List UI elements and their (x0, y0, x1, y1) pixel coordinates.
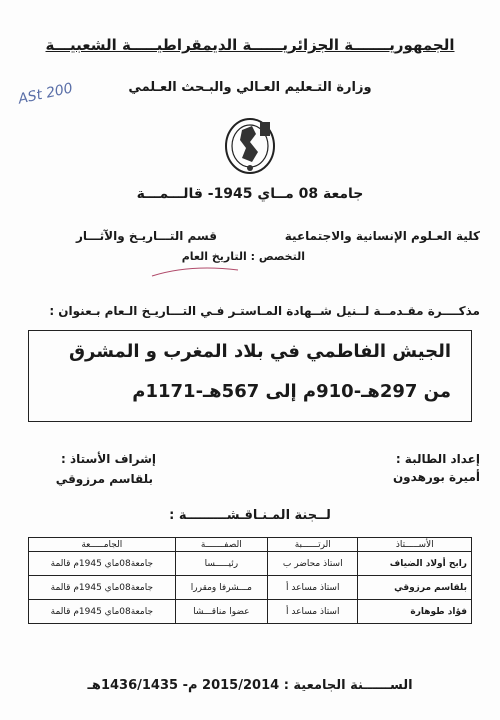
student-name: أميرة بورهدون (392, 470, 480, 484)
pen-stroke-mark (150, 262, 240, 280)
member-role: رئيـــــسا (175, 552, 267, 576)
supervision-label: إشراف الأستاذ : (61, 452, 156, 466)
member-rank: استاذ مساعد أ (268, 576, 358, 600)
academic-year: الســــــنة الجامعية : 2015/2014 م- 1436/1435هـ (87, 678, 413, 693)
faculty-name: كلية العـلوم الإنسانية والاجتماعية (284, 229, 480, 243)
memo-statement: مذكــــرة مقـدمــة لــنيل شــهادة المـاستـر فـي التـــاريـخ الـعام بـعنوان : (49, 304, 480, 318)
specialization: التخصص : التاريخ العام (181, 250, 305, 263)
thesis-title-line2: من 297هـ-910م إلى 567هـ-1171م (132, 381, 451, 402)
member-university: جامعة08ماي 1945م قالمة (29, 552, 176, 576)
committee-title: لــجنة المـنـاقـشـــــــــة : (169, 508, 331, 523)
member-name: بلقاسم مرزوقي (358, 576, 472, 600)
table-row (29, 600, 472, 624)
department-name: قسم التـــاريـخ والآثـــار (75, 229, 217, 243)
thesis-title-line1: الجيش الفاطمي في بلاد المغرب و المشرق (68, 341, 451, 362)
member-university: جامعة08ماي 1945م قالمة (29, 600, 176, 624)
column-header: الجامـــــعة (29, 538, 176, 552)
member-rank: استاذ محاضر ب (268, 552, 358, 576)
supervisor-name: بلقاسم مرزوقي (55, 472, 153, 486)
ministry-name: وزارة التـعليم العـالي والبـحث العـلمي (128, 80, 372, 95)
university-logo-icon (222, 112, 278, 176)
member-rank: استاذ مساعد أ (268, 600, 358, 624)
member-role: عضوا مناقـــشا (175, 600, 267, 624)
handwritten-note: ASt 200 (16, 80, 75, 108)
member-role: مـــشرفا ومقررا (175, 576, 267, 600)
member-university: جامعة08ماي 1945م قالمة (29, 576, 176, 600)
prepared-by-label: إعداد الطالبة : (395, 452, 480, 466)
member-name: فؤاد طوهارة (358, 600, 472, 624)
republic-header: الجمهوريـــــــة الجزائريــــــة الديمقراطيـــــة الشعبيـــة (45, 36, 455, 54)
table-row (29, 576, 472, 600)
committee-table (28, 537, 472, 624)
table-header-row (29, 538, 472, 552)
member-name: رابح أولاد الضياف (358, 552, 472, 576)
column-header: الصفـــــــة (175, 538, 267, 552)
thesis-title-box (28, 330, 472, 422)
table-row (29, 552, 472, 576)
university-name: جامعة 08 مــاي 1945- قالـــمـــة (136, 186, 364, 202)
column-header: الرتــــــبة (268, 538, 358, 552)
column-header: الأســـــتاذ (358, 538, 472, 552)
